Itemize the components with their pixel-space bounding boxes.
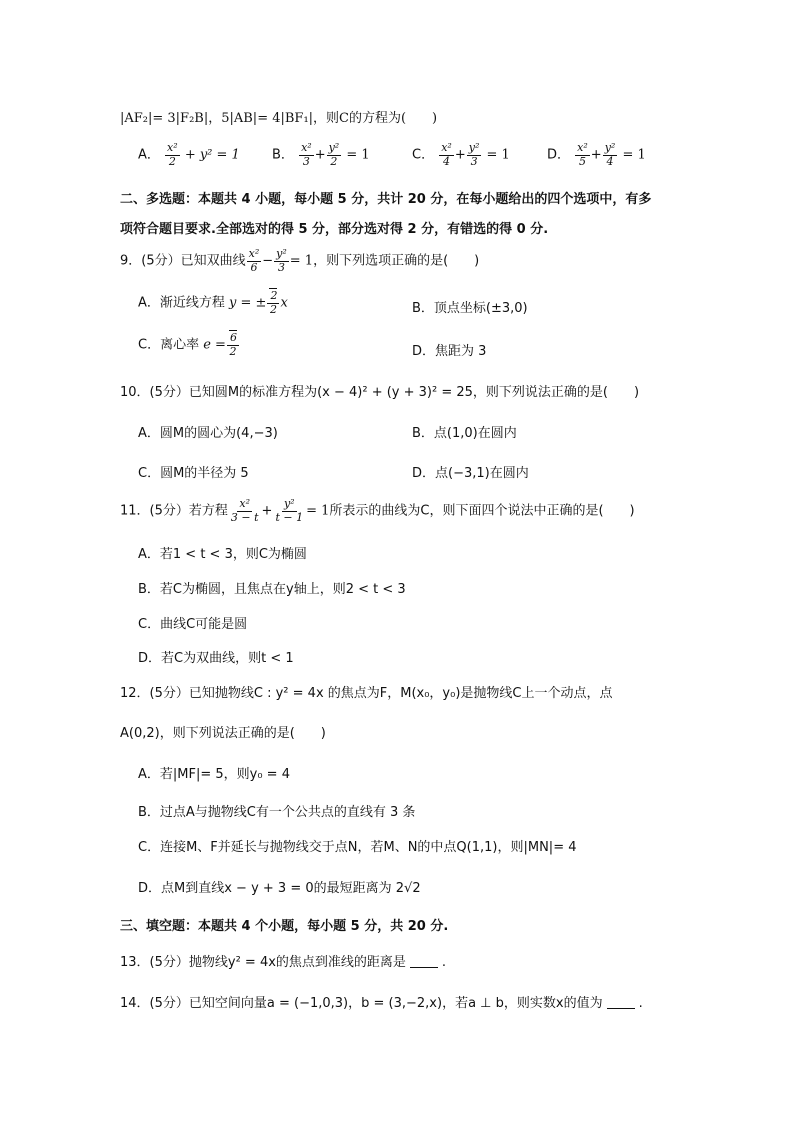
q11-option-c: C．曲线C可能是圆 bbox=[138, 617, 248, 632]
q11-option-b: B．若C为椭圆，且焦点在y轴上，则2 < t < 3 bbox=[138, 582, 406, 597]
q10-option-a: A．圆M的圆心为(4,−3) bbox=[138, 426, 278, 441]
section2-heading-line1: 二、多选题：本题共 4 小题，每小题 5 分，共计 20 分，在每小题给出的四个选项中，有多 bbox=[120, 192, 652, 207]
q10-option-c: C．圆M的半径为 5 bbox=[138, 466, 249, 481]
q8-option-b: B． $\frac{\text{x²}}{3}$ + $\frac{\text{y²}}{2}$ = 1 bbox=[272, 141, 370, 168]
q11-option-a: A．若1 < t < 3，则C为椭圆 bbox=[138, 547, 307, 562]
q8-option-d: D． $\frac{\text{x²}}{5}$ + $\frac{\text{y²}}{4}$ = 1 bbox=[547, 141, 646, 168]
q9-option-b: B．顶点坐标(±3,0) bbox=[412, 301, 528, 316]
q13-stem: 13．(5分）抛物线y² = 4x的焦点到准线的距离是 . bbox=[120, 955, 447, 970]
q13-answer-blank[interactable] bbox=[410, 967, 438, 968]
q14-answer-blank[interactable] bbox=[607, 1008, 635, 1009]
q12-option-d: D．点M到直线x − y + 3 = 0的最短距离为 2√2 bbox=[138, 881, 421, 896]
q9-option-c: C．离心率 e = $\frac{6}{2}$ bbox=[138, 331, 237, 358]
q9-option-d: D．焦距为 3 bbox=[412, 344, 487, 359]
q12-option-c: C．连接M、F并延长与抛物线交于点N，若M、N的中点Q(1,1)，则|MN|= 4 bbox=[138, 840, 577, 855]
section3-heading: 三、填空题：本题共 4 个小题，每小题 5 分，共 20 分. bbox=[120, 919, 449, 934]
q9-option-a: A．渐近线方程 y = ± $\frac{2}{2}$ x bbox=[138, 289, 288, 316]
q8-option-c: C． $\frac{\text{x²}}{4}$ + $\frac{\text{y²}}{3}$ = 1 bbox=[412, 141, 510, 168]
q8-stem: |AF₂|= 3|F₂B|，5|AB|= 4|BF₁|，则C的方程为( ) bbox=[120, 111, 438, 126]
q8-option-a: A． $\frac{\text{x²}}{2}$ + y² = 1 bbox=[138, 141, 240, 168]
q10-stem: 10．(5分）已知圆M的标准方程为(x − 4)² + (y + 3)² = 25，则下列说法正确的是( ) bbox=[120, 385, 640, 400]
q9-stem: 9．(5分）已知双曲线 $\frac{\text{x²}}{6}$ − $\frac{\text{y²}}{3}$ = 1，则下列选项正确的是( ) bbox=[120, 247, 480, 274]
q12-option-a: A．若|MF|= 5，则y₀ = 4 bbox=[138, 767, 290, 782]
q12-stem-line2: A(0,2)，则下列说法正确的是( ) bbox=[120, 726, 326, 741]
q12-stem-line1: 12．(5分）已知抛物线C : y² = 4x 的焦点为F，M(x₀，y₀)是抛物线C上一个动点，点 bbox=[120, 686, 613, 701]
section2-heading-line2: 项符合题目要求.全部选对的得 5 分，部分选对得 2 分，有错选的得 0 分. bbox=[120, 222, 549, 237]
q11-stem: 11．(5分）若方程 $\frac{\text{x²}}{3 - t}$ + $\frac{\text{y²}}{t - 1}$ = 1所表示的曲线为C，则下面四个说法中正确的是( ) bbox=[120, 497, 635, 524]
q10-option-b: B．点(1,0)在圆内 bbox=[412, 426, 517, 441]
q14-stem: 14．(5分）已知空间向量a = (−1,0,3)，b = (3,−2,x)，若a ⊥ b，则实数x的值为 . bbox=[120, 996, 643, 1011]
q12-option-b: B．过点A与抛物线C有一个公共点的直线有 3 条 bbox=[138, 805, 416, 820]
q10-option-d: D．点(−3,1)在圆内 bbox=[412, 466, 529, 481]
q11-option-d: D．若C为双曲线，则t < 1 bbox=[138, 651, 294, 666]
